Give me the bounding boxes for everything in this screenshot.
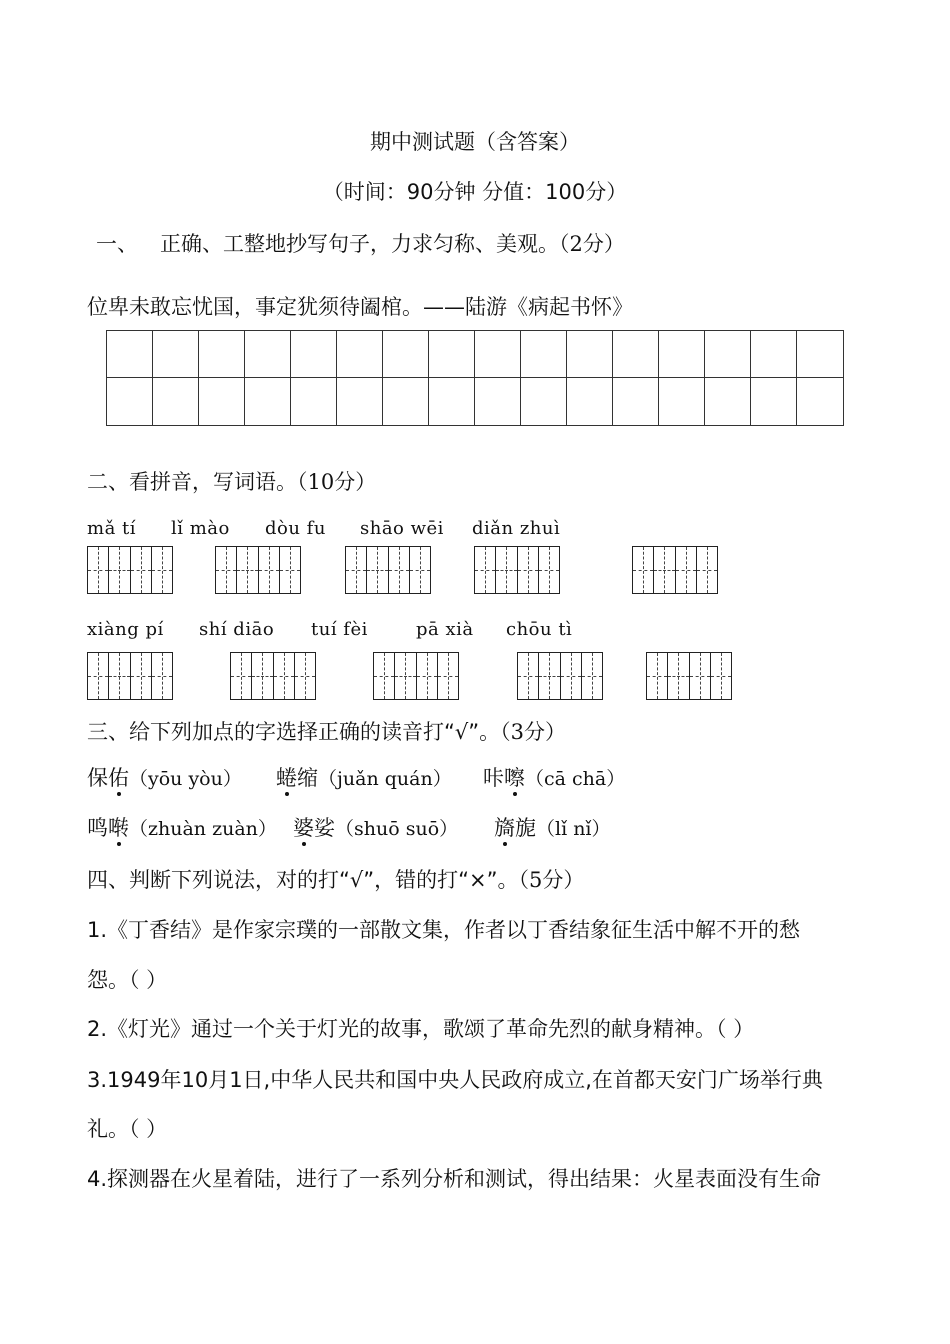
reading-item	[483, 762, 625, 792]
pinyin-label: shāo wēi	[360, 518, 444, 539]
grid-cell[interactable]	[659, 378, 705, 425]
grid-cell[interactable]	[705, 331, 751, 378]
question-3-line-2: 礼。（ ）	[87, 1117, 168, 1141]
section3-score: （3分）	[500, 720, 567, 744]
grid-cell[interactable]	[567, 331, 613, 378]
question-1-line-2: 怨。（ ）	[87, 968, 168, 992]
grid-cell[interactable]	[429, 378, 475, 425]
word-char: 缩	[297, 766, 318, 790]
dotted-char: 旖	[494, 816, 515, 840]
section1-sentence: 位卑未敢忘忧国，事定犹须待阖棺。——陆游《病起书怀》	[87, 295, 633, 319]
pinyin-label: shí diāo	[199, 619, 275, 640]
copy-writing-grid[interactable]	[106, 330, 844, 426]
grid-cell[interactable]	[199, 378, 245, 425]
grid-cell[interactable]	[291, 331, 337, 378]
grid-cell[interactable]	[797, 378, 843, 425]
grid-cell[interactable]	[383, 331, 429, 378]
section4-score: （5分）	[518, 868, 585, 892]
question-2: 2.《灯光》通过一个关于灯光的故事，歌颂了革命先烈的献身精神。（ ）	[87, 1017, 755, 1041]
grid-cell[interactable]	[245, 331, 291, 378]
dotted-char: 婆	[293, 816, 314, 840]
section2-score: （10分）	[297, 470, 377, 494]
section2-heading	[87, 466, 376, 496]
section3-heading	[87, 716, 566, 746]
reading-options[interactable]: （cā chā）	[525, 768, 626, 790]
word-char: 娑	[314, 816, 335, 840]
pinyin-label: xiàng pí	[87, 619, 164, 640]
grid-cell[interactable]	[291, 378, 337, 425]
question-3-line-1: 3.1949年10月1日,中华人民共和国中央人民政府成立,在首都天安门广场举行典	[87, 1068, 823, 1092]
grid-cell[interactable]	[751, 378, 797, 425]
pinyin-label: tuí fèi	[311, 619, 368, 640]
reading-item	[87, 812, 277, 842]
word-writing-box[interactable]	[632, 546, 718, 594]
pinyin-label: chōu tì	[506, 619, 573, 640]
grid-cell[interactable]	[613, 378, 659, 425]
word-writing-box[interactable]	[230, 652, 316, 700]
word-writing-box[interactable]	[87, 546, 173, 594]
page-subtitle: （时间：90分钟 分值：100分）	[322, 180, 628, 204]
pinyin-label: pā xià	[416, 619, 474, 640]
grid-cell[interactable]	[383, 378, 429, 425]
pinyin-label: diǎn zhuì	[472, 518, 561, 539]
word-writing-box[interactable]	[646, 652, 732, 700]
reading-item	[276, 762, 452, 792]
grid-cell[interactable]	[521, 378, 567, 425]
grid-cell[interactable]	[337, 378, 383, 425]
reading-item	[87, 762, 242, 792]
grid-cell[interactable]	[107, 331, 153, 378]
word-writing-box[interactable]	[215, 546, 301, 594]
section1-title: 正确、工整地抄写句子，力求匀称、美观。	[160, 232, 559, 256]
section1-heading	[96, 228, 625, 258]
section1-label: 一、	[96, 232, 138, 256]
word-char: 旎	[515, 816, 536, 840]
grid-cell[interactable]	[475, 331, 521, 378]
reading-options[interactable]: （juǎn quán）	[318, 768, 452, 790]
dotted-char: 啭	[108, 816, 129, 840]
word-writing-box[interactable]	[373, 652, 459, 700]
dotted-char: 蜷	[276, 766, 297, 790]
grid-cell[interactable]	[153, 331, 199, 378]
word-char: 鸣	[87, 816, 108, 840]
grid-cell[interactable]	[797, 331, 843, 378]
grid-cell[interactable]	[153, 378, 199, 425]
word-writing-box[interactable]	[517, 652, 603, 700]
grid-cell[interactable]	[613, 331, 659, 378]
reading-options[interactable]: （yōu yòu）	[129, 768, 242, 790]
page-title: 期中测试题（含答案）	[370, 130, 580, 154]
reading-options[interactable]: （lǐ nǐ）	[536, 818, 611, 840]
reading-options[interactable]: （shuō suō）	[335, 818, 459, 840]
pinyin-label: mǎ tí	[87, 518, 137, 539]
reading-options[interactable]: （zhuàn zuàn）	[129, 818, 277, 840]
word-writing-box[interactable]	[474, 546, 560, 594]
grid-cell[interactable]	[751, 331, 797, 378]
grid-cell[interactable]	[475, 378, 521, 425]
grid-cell[interactable]	[567, 378, 613, 425]
word-writing-box[interactable]	[345, 546, 431, 594]
section1-score: （2分）	[559, 232, 625, 256]
word-char: 保	[87, 766, 108, 790]
grid-cell[interactable]	[429, 331, 475, 378]
grid-cell[interactable]	[659, 331, 705, 378]
grid-cell[interactable]	[199, 331, 245, 378]
reading-item	[293, 812, 458, 842]
pinyin-label: lǐ mào	[171, 518, 230, 539]
question-4-line-1: 4.探测器在火星着陆，进行了一系列分析和测试，得出结果：火星表面没有生命	[87, 1167, 822, 1191]
question-1-line-1: 1.《丁香结》是作家宗璞的一部散文集，作者以丁香结象征生活中解不开的愁	[87, 918, 801, 942]
word-writing-box[interactable]	[87, 652, 173, 700]
grid-cell[interactable]	[705, 378, 751, 425]
section3-title: 三、给下列加点的字选择正确的读音打“√”。	[87, 720, 501, 744]
pinyin-label: dòu fu	[265, 518, 326, 539]
grid-cell[interactable]	[245, 378, 291, 425]
dotted-char: 佑	[108, 766, 129, 790]
section2-title: 二、看拼音，写词语。	[87, 470, 297, 494]
dotted-char: 嚓	[504, 766, 525, 790]
grid-cell[interactable]	[107, 378, 153, 425]
word-char: 咔	[483, 766, 504, 790]
grid-cell[interactable]	[521, 331, 567, 378]
grid-cell[interactable]	[337, 331, 383, 378]
reading-item	[494, 812, 611, 842]
section4-title: 四、判断下列说法，对的打“√”，错的打“×”。	[87, 868, 519, 892]
section4-heading	[87, 864, 584, 894]
